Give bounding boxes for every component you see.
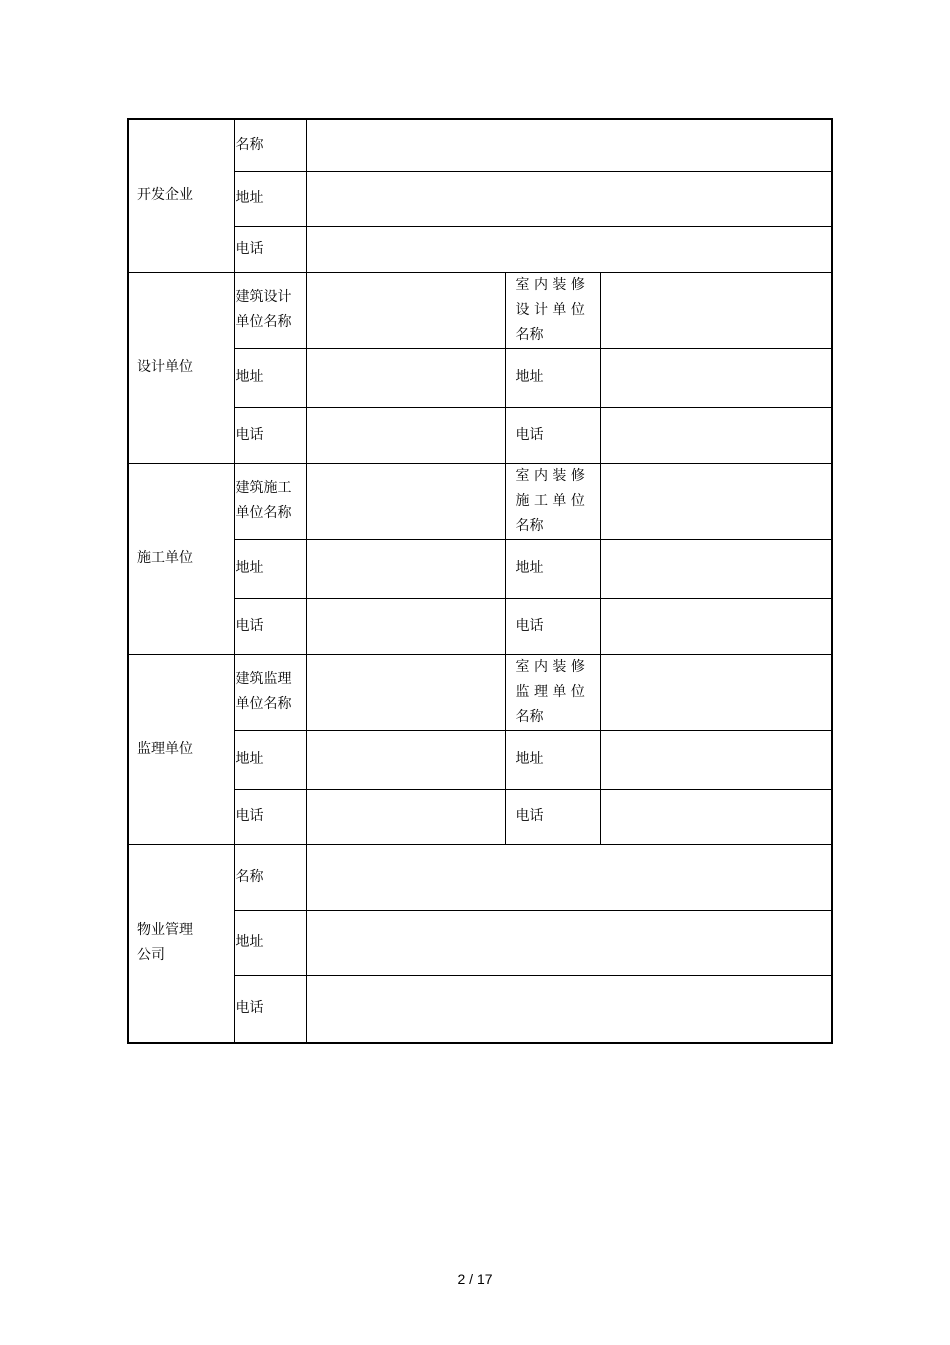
property-phone-field[interactable] (306, 975, 832, 1043)
construction-phone-label: 电话 (234, 598, 306, 654)
construction-interior-name-field[interactable] (600, 463, 832, 539)
section-design-title: 设计单位 (128, 272, 234, 463)
design-interior-name-field[interactable] (600, 272, 832, 348)
design-interior-phone-field[interactable] (600, 407, 832, 463)
construction-arch-name-label: 建筑施工 单位名称 (234, 463, 306, 539)
construction-interior-address-field[interactable] (600, 539, 832, 598)
property-address-field[interactable] (306, 910, 832, 975)
property-name-label: 名称 (234, 844, 306, 910)
supervision-interior-address-field[interactable] (600, 730, 832, 789)
construction-interior-phone-label: 电话 (505, 598, 600, 654)
construction-interior-name-label: 室 内 装 修 施 工 单 位 名称 (505, 463, 600, 539)
construction-arch-name-field[interactable] (306, 463, 505, 539)
supervision-interior-phone-field[interactable] (600, 789, 832, 844)
design-interior-name-label: 室 内 装 修 设 计 单 位 名称 (505, 272, 600, 348)
design-address-label: 地址 (234, 348, 306, 407)
supervision-interior-address-label: 地址 (505, 730, 600, 789)
supervision-interior-phone-label: 电话 (505, 789, 600, 844)
section-supervision-title: 监理单位 (128, 654, 234, 844)
section-developer-title: 开发企业 (128, 119, 234, 272)
design-phone-field[interactable] (306, 407, 505, 463)
page-number: 2 / 17 (457, 1271, 493, 1287)
construction-address-field[interactable] (306, 539, 505, 598)
developer-address-field[interactable] (306, 171, 832, 226)
design-interior-address-label: 地址 (505, 348, 600, 407)
construction-interior-address-label: 地址 (505, 539, 600, 598)
section-property-title: 物业管理 公司 (128, 844, 234, 1043)
developer-address-label: 地址 (234, 171, 306, 226)
design-interior-phone-label: 电话 (505, 407, 600, 463)
design-arch-name-field[interactable] (306, 272, 505, 348)
design-interior-address-field[interactable] (600, 348, 832, 407)
construction-phone-field[interactable] (306, 598, 505, 654)
developer-phone-field[interactable] (306, 226, 832, 272)
supervision-interior-name-label: 室 内 装 修 监 理 单 位 名称 (505, 654, 600, 730)
supervision-arch-name-field[interactable] (306, 654, 505, 730)
property-phone-label: 电话 (234, 975, 306, 1043)
design-arch-name-label: 建筑设计 单位名称 (234, 272, 306, 348)
developer-name-field[interactable] (306, 119, 832, 171)
property-address-label: 地址 (234, 910, 306, 975)
developer-name-label: 名称 (234, 119, 306, 171)
supervision-phone-field[interactable] (306, 789, 505, 844)
construction-address-label: 地址 (234, 539, 306, 598)
property-name-field[interactable] (306, 844, 832, 910)
supervision-interior-name-field[interactable] (600, 654, 832, 730)
construction-interior-phone-field[interactable] (600, 598, 832, 654)
design-phone-label: 电话 (234, 407, 306, 463)
section-construction-title: 施工单位 (128, 463, 234, 654)
supervision-address-label: 地址 (234, 730, 306, 789)
supervision-phone-label: 电话 (234, 789, 306, 844)
supervision-address-field[interactable] (306, 730, 505, 789)
registration-form-table (127, 118, 833, 1044)
design-address-field[interactable] (306, 348, 505, 407)
supervision-arch-name-label: 建筑监理 单位名称 (234, 654, 306, 730)
developer-phone-label: 电话 (234, 226, 306, 272)
